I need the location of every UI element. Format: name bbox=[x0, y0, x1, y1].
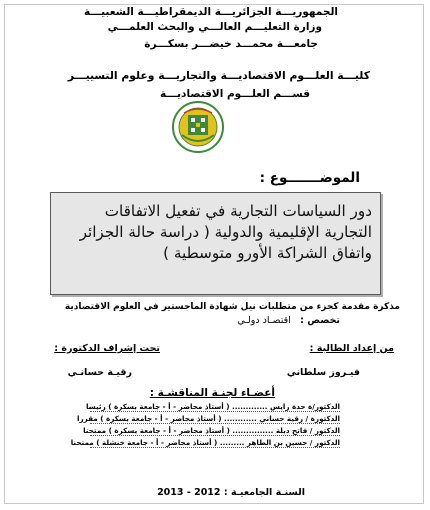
specialty-value: اقتصـاد دولـي bbox=[237, 315, 291, 326]
header-line-department: قســـم العلـــوم الاقتصاديـــة bbox=[159, 88, 310, 100]
dotted-divider bbox=[90, 411, 340, 412]
student-label: من إعداد الطالبة : bbox=[309, 343, 394, 354]
subject-label: الموضـــــــوع : bbox=[259, 170, 360, 186]
thesis-title-box bbox=[50, 192, 381, 295]
jury-heading: أعضـاء لجنـة المناقشـة : bbox=[149, 387, 275, 399]
supervisor-name: رقيـة حسانـي bbox=[67, 367, 132, 378]
thesis-title: دور السياسات التجارية في تفعيل الاتفاقات التجارية الإقليمية والدولية ( دراسة حالة الجزائر واتفاق الشراكة الأورو متوسطية ) bbox=[79, 202, 372, 262]
specialty-label: تخصص : bbox=[300, 315, 340, 326]
jury-member: الدكتور/ة حدة رايس ............. ( أستاذ محاضر - أ - جامعة بسكرة ) رئيسا bbox=[85, 402, 340, 411]
student-name: فيـروز سلطاني bbox=[286, 367, 360, 378]
memo-statement: مذكرة مقدمة كجزء من متطلبات نيل شهادة الماجستير في العلوم الاقتصادية bbox=[64, 302, 400, 312]
jury-member: الدكتورة / رقية حساني ............ ( أستاذ محاضر - أ - جامعة بسكرة ) مقررا bbox=[77, 414, 340, 423]
dotted-divider bbox=[90, 447, 340, 448]
jury-list bbox=[70, 400, 340, 450]
jury-member: الدكتور / حسين بن الطاهر ......... ( أستاذ محاضر - أ - جامعة خنشلة ) ممتحنا bbox=[70, 438, 340, 447]
header-line-faculty: كليـــة العلـــوم الاقتصاديـــة والتجاريـــة وعلوم التسييـــر bbox=[67, 69, 370, 82]
specialty bbox=[237, 315, 340, 326]
jury-member: الدكتور / فاتح دبلة ............... ( أستاذ محاضر - أ - جامعة بسكرة ) ممتحنا bbox=[83, 426, 340, 435]
university-emblem-icon bbox=[172, 101, 224, 153]
header-line-republic: الجمهوريـــة الجزائريـــة الديمقراطيـــة الشعبيـــة bbox=[84, 6, 338, 18]
header-line-ministry: وزارة التعليـــم العالـــي والبحث العلمـــي bbox=[107, 21, 322, 33]
academic-year: السنـة الجامعيـة : 2012 - 2013 bbox=[157, 487, 305, 498]
supervisor-label: تحت إشراف الدكتورة : bbox=[54, 343, 160, 354]
dotted-divider bbox=[90, 435, 340, 436]
dotted-divider bbox=[90, 423, 340, 424]
header-line-university: جامعـــة محمـــد خيضـــر بسكـــرة bbox=[144, 38, 318, 50]
